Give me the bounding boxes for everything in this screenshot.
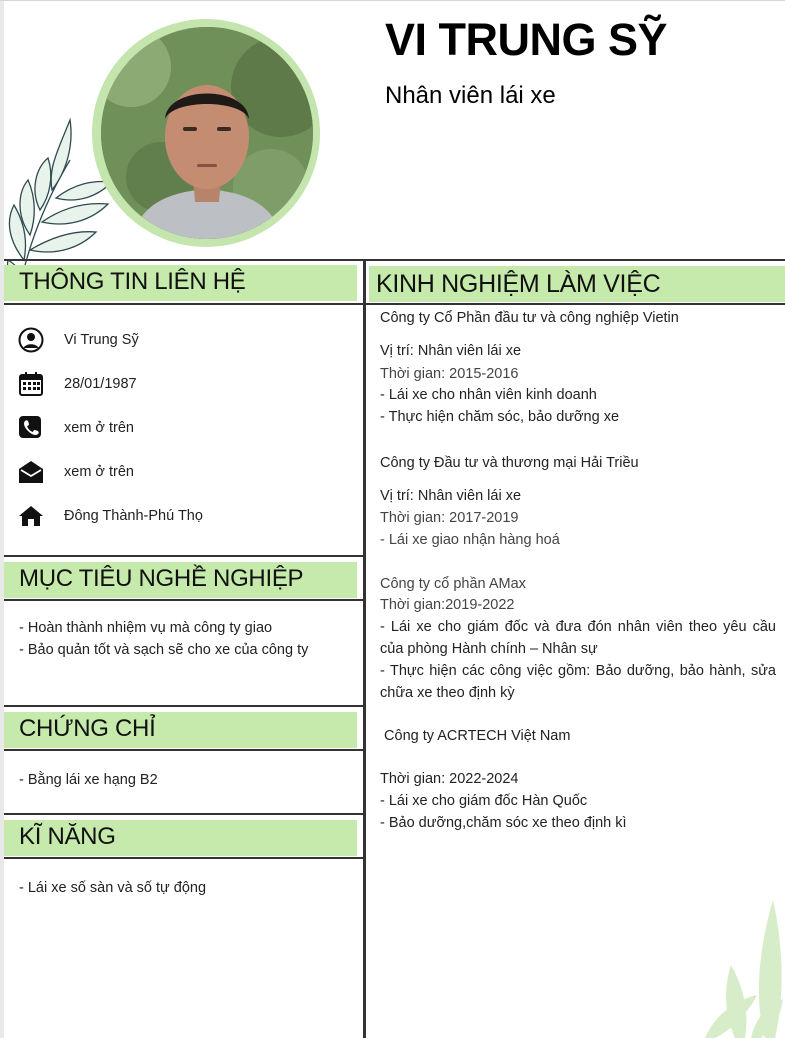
calendar-icon [18, 371, 44, 397]
job-company: Công ty Đầu tư và thương mại Hải Triều [380, 455, 639, 471]
experience-heading: KINH NGHIỆM LÀM VIỆC [376, 270, 661, 298]
objective-line: - Hoàn thành nhiệm vụ mà công ty giao [19, 620, 273, 636]
certificates-header [4, 712, 357, 748]
contact-row-address [18, 503, 348, 529]
certificates-divider [4, 749, 363, 751]
experience-divider [366, 303, 785, 305]
job-time: Thời gian: 2015-2016 [380, 366, 519, 382]
home-icon [18, 503, 44, 529]
job-task: - Lái xe cho giám đốc Hàn Quốc [380, 793, 588, 809]
header-divider [4, 259, 785, 261]
contact-name: Vi Trung Sỹ [64, 332, 139, 348]
certificates-heading: CHỨNG CHỈ [19, 715, 156, 742]
contact-email: xem ở trên [64, 464, 134, 480]
job-task: - Thực hiện các công việc gồm: Bảo dưỡng, bảo hành, sửa chữa xe theo định kỳ [380, 663, 776, 701]
objective-heading: MỤC TIÊU NGHỀ NGHIỆP [19, 565, 304, 592]
skills-header [4, 820, 357, 856]
job-task: - Thực hiện chăm sóc, bảo dưỡng xe [380, 409, 620, 425]
certificate-line: - Bằng lái xe hạng B2 [19, 772, 158, 788]
contact-row-birthday [18, 371, 348, 397]
contact-heading: THÔNG TIN LIÊN HỆ [19, 268, 246, 295]
user-icon [18, 327, 44, 353]
skills-heading: KĨ NĂNG [19, 823, 116, 850]
job-time: Thời gian: 2022-2024 [380, 771, 519, 787]
contact-divider [4, 303, 363, 305]
job-time: Thời gian: 2017-2019 [380, 510, 519, 526]
job-company: Công ty Cổ Phần đầu tư và công nghiệp Vietin [380, 310, 679, 326]
objective-divider [4, 599, 363, 601]
candidate-job-title: Nhân viên lái xe [385, 82, 556, 109]
contact-birthday: 28/01/1987 [64, 376, 137, 392]
contact-row-phone [18, 415, 348, 441]
skill-line: - Lái xe số sàn và số tự động [19, 880, 207, 896]
avatar [101, 27, 313, 239]
job-position: Vị trí: Nhân viên lái xe [380, 343, 522, 359]
phone-icon [18, 415, 44, 441]
contact-phone: xem ở trên [64, 420, 134, 436]
skills-top-divider [4, 813, 363, 815]
job-position: Vị trí: Nhân viên lái xe [380, 488, 522, 504]
contact-header [4, 265, 357, 301]
email-icon [18, 459, 44, 485]
leaf-decoration-right [695, 895, 785, 1038]
job-company: Công ty cổ phần AMax [380, 576, 526, 592]
portrait-image [101, 27, 313, 239]
experience-header [369, 266, 785, 302]
certificates-top-divider [4, 705, 363, 707]
page-top-edge [0, 0, 785, 1]
objective-top-divider [4, 555, 363, 557]
job-company: Công ty ACRTECH Việt Nam [380, 728, 571, 744]
job-task: - Lái xe cho nhân viên kinh doanh [380, 387, 597, 403]
contact-address: Đông Thành-Phú Thọ [64, 508, 203, 524]
objective-line: - Bảo quản tốt và sạch sẽ cho xe của công ty [19, 642, 309, 658]
job-task: - Lái xe cho giám đốc và đưa đón nhân viên theo yêu cầu của phòng Hành chính – Nhân sự [380, 619, 776, 657]
column-divider [363, 259, 366, 1038]
skills-divider [4, 857, 363, 859]
job-task: - Bảo dưỡng,chăm sóc xe theo định kì [380, 815, 627, 831]
contact-row-name [18, 327, 348, 353]
job-task: - Lái xe giao nhận hàng hoá [380, 532, 560, 548]
job-time: Thời gian:2019-2022 [380, 597, 515, 613]
contact-row-email [18, 459, 348, 485]
objective-header [4, 562, 357, 598]
candidate-name: VI TRUNG SỸ [385, 14, 668, 65]
